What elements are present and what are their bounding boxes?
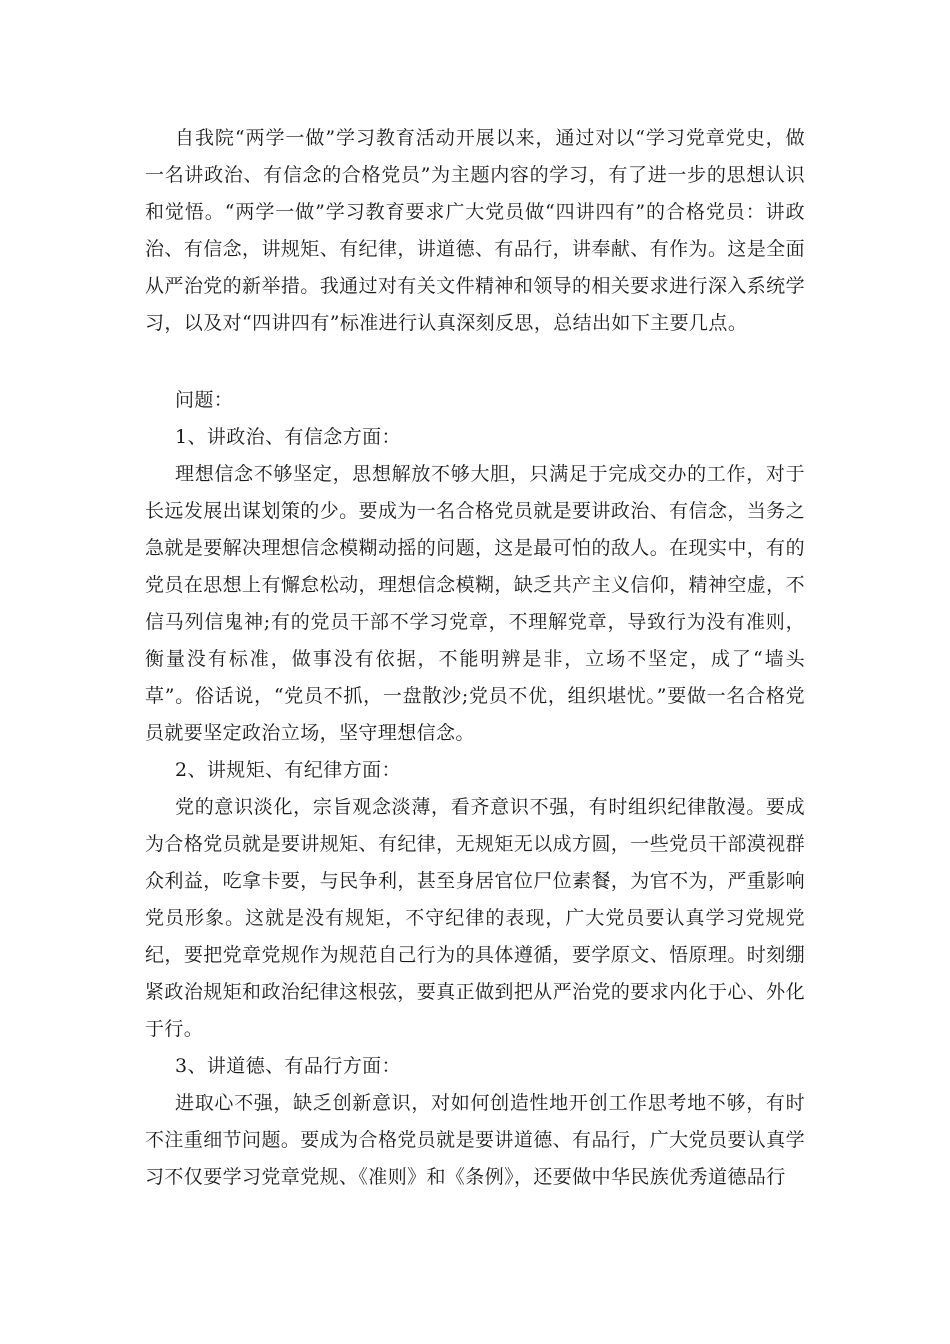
problems-label: 问题：: [175, 389, 234, 411]
intro-paragraph: 自我院“两学一做”学习教育活动开展以来，通过对以“学习党章党史，做一名讲政治、有信念的合格党员”为主题内容的学习，有了进一步的思想认识和觉悟。“两学一做”学习教育要求广大党员做“四讲四有”的合格党员：讲政治、有信念，讲规矩、有纪律，讲道德、有品行，讲奉献、有作为。这是全面从严治党的新举措。我通过对有关文件精神和领导的相关要求进行深入系统学习，以及对“四讲四有”标准进行认真深刻反思，总结出如下主要几点。: [145, 127, 805, 334]
section-3-body: 进取心不强，缺乏创新意识，对如何创造性地开创工作思考地不够，有时不注重细节问题。要成为合格党员就是要讲道德、有品行，广大党员要认真学习不仅要学习党章党规、《准则》和《条例》，还要做中华民族优秀道德品行: [145, 1092, 805, 1188]
section-1-body: 理想信念不够坚定，思想解放不够大胆，只满足于完成交办的工作，对于长远发展出谋划策的少。要成为一名合格党员就是要讲政治、有信念，当务之急就是要解决理想信念模糊动摇的问题，这是最可怕的敌人。在现实中，有的党员在思想上有懈怠松动，理想信念模糊，缺乏共产主义信仰，精神空虚，不信马列信鬼神;有的党员干部不学习党章，不理解党章，导致行为没有准则，衡量没有标准，做事没有依据，不能明辨是非，立场不坚定，成了“墙头草”。俗话说，“党员不抓，一盘散沙;党员不优，组织堪忧。”要做一名合格党员就要坚定政治立场，坚守理想信念。: [145, 463, 805, 744]
section-2-heading: 2、讲规矩、有纪律方面：: [175, 759, 401, 781]
section-2-body: 党的意识淡化，宗旨观念淡薄，看齐意识不强，有时组织纪律散漫。要成为合格党员就是要讲规矩、有纪律，无规矩无以成方圆，一些党员干部漠视群众利益，吃拿卡要，与民争利，甚至身居官位尸位素餐，为官不为，严重影响党员形象。这就是没有规矩，不守纪律的表现，广大党员要认真学习党规党纪，要把党章党规作为规范自己行为的具体遵循，要学原文、悟原理。时刻绷紧政治规矩和政治纪律这根弦，要真正做到把从严治党的要求内化于心、外化于行。: [145, 796, 805, 1040]
paragraph-gap: [145, 342, 805, 382]
document-body: [145, 120, 805, 1196]
section-1-heading: 1、讲政治、有信念方面：: [175, 426, 401, 448]
section-3-heading: 3、讲道德、有品行方面：: [175, 1055, 401, 1077]
